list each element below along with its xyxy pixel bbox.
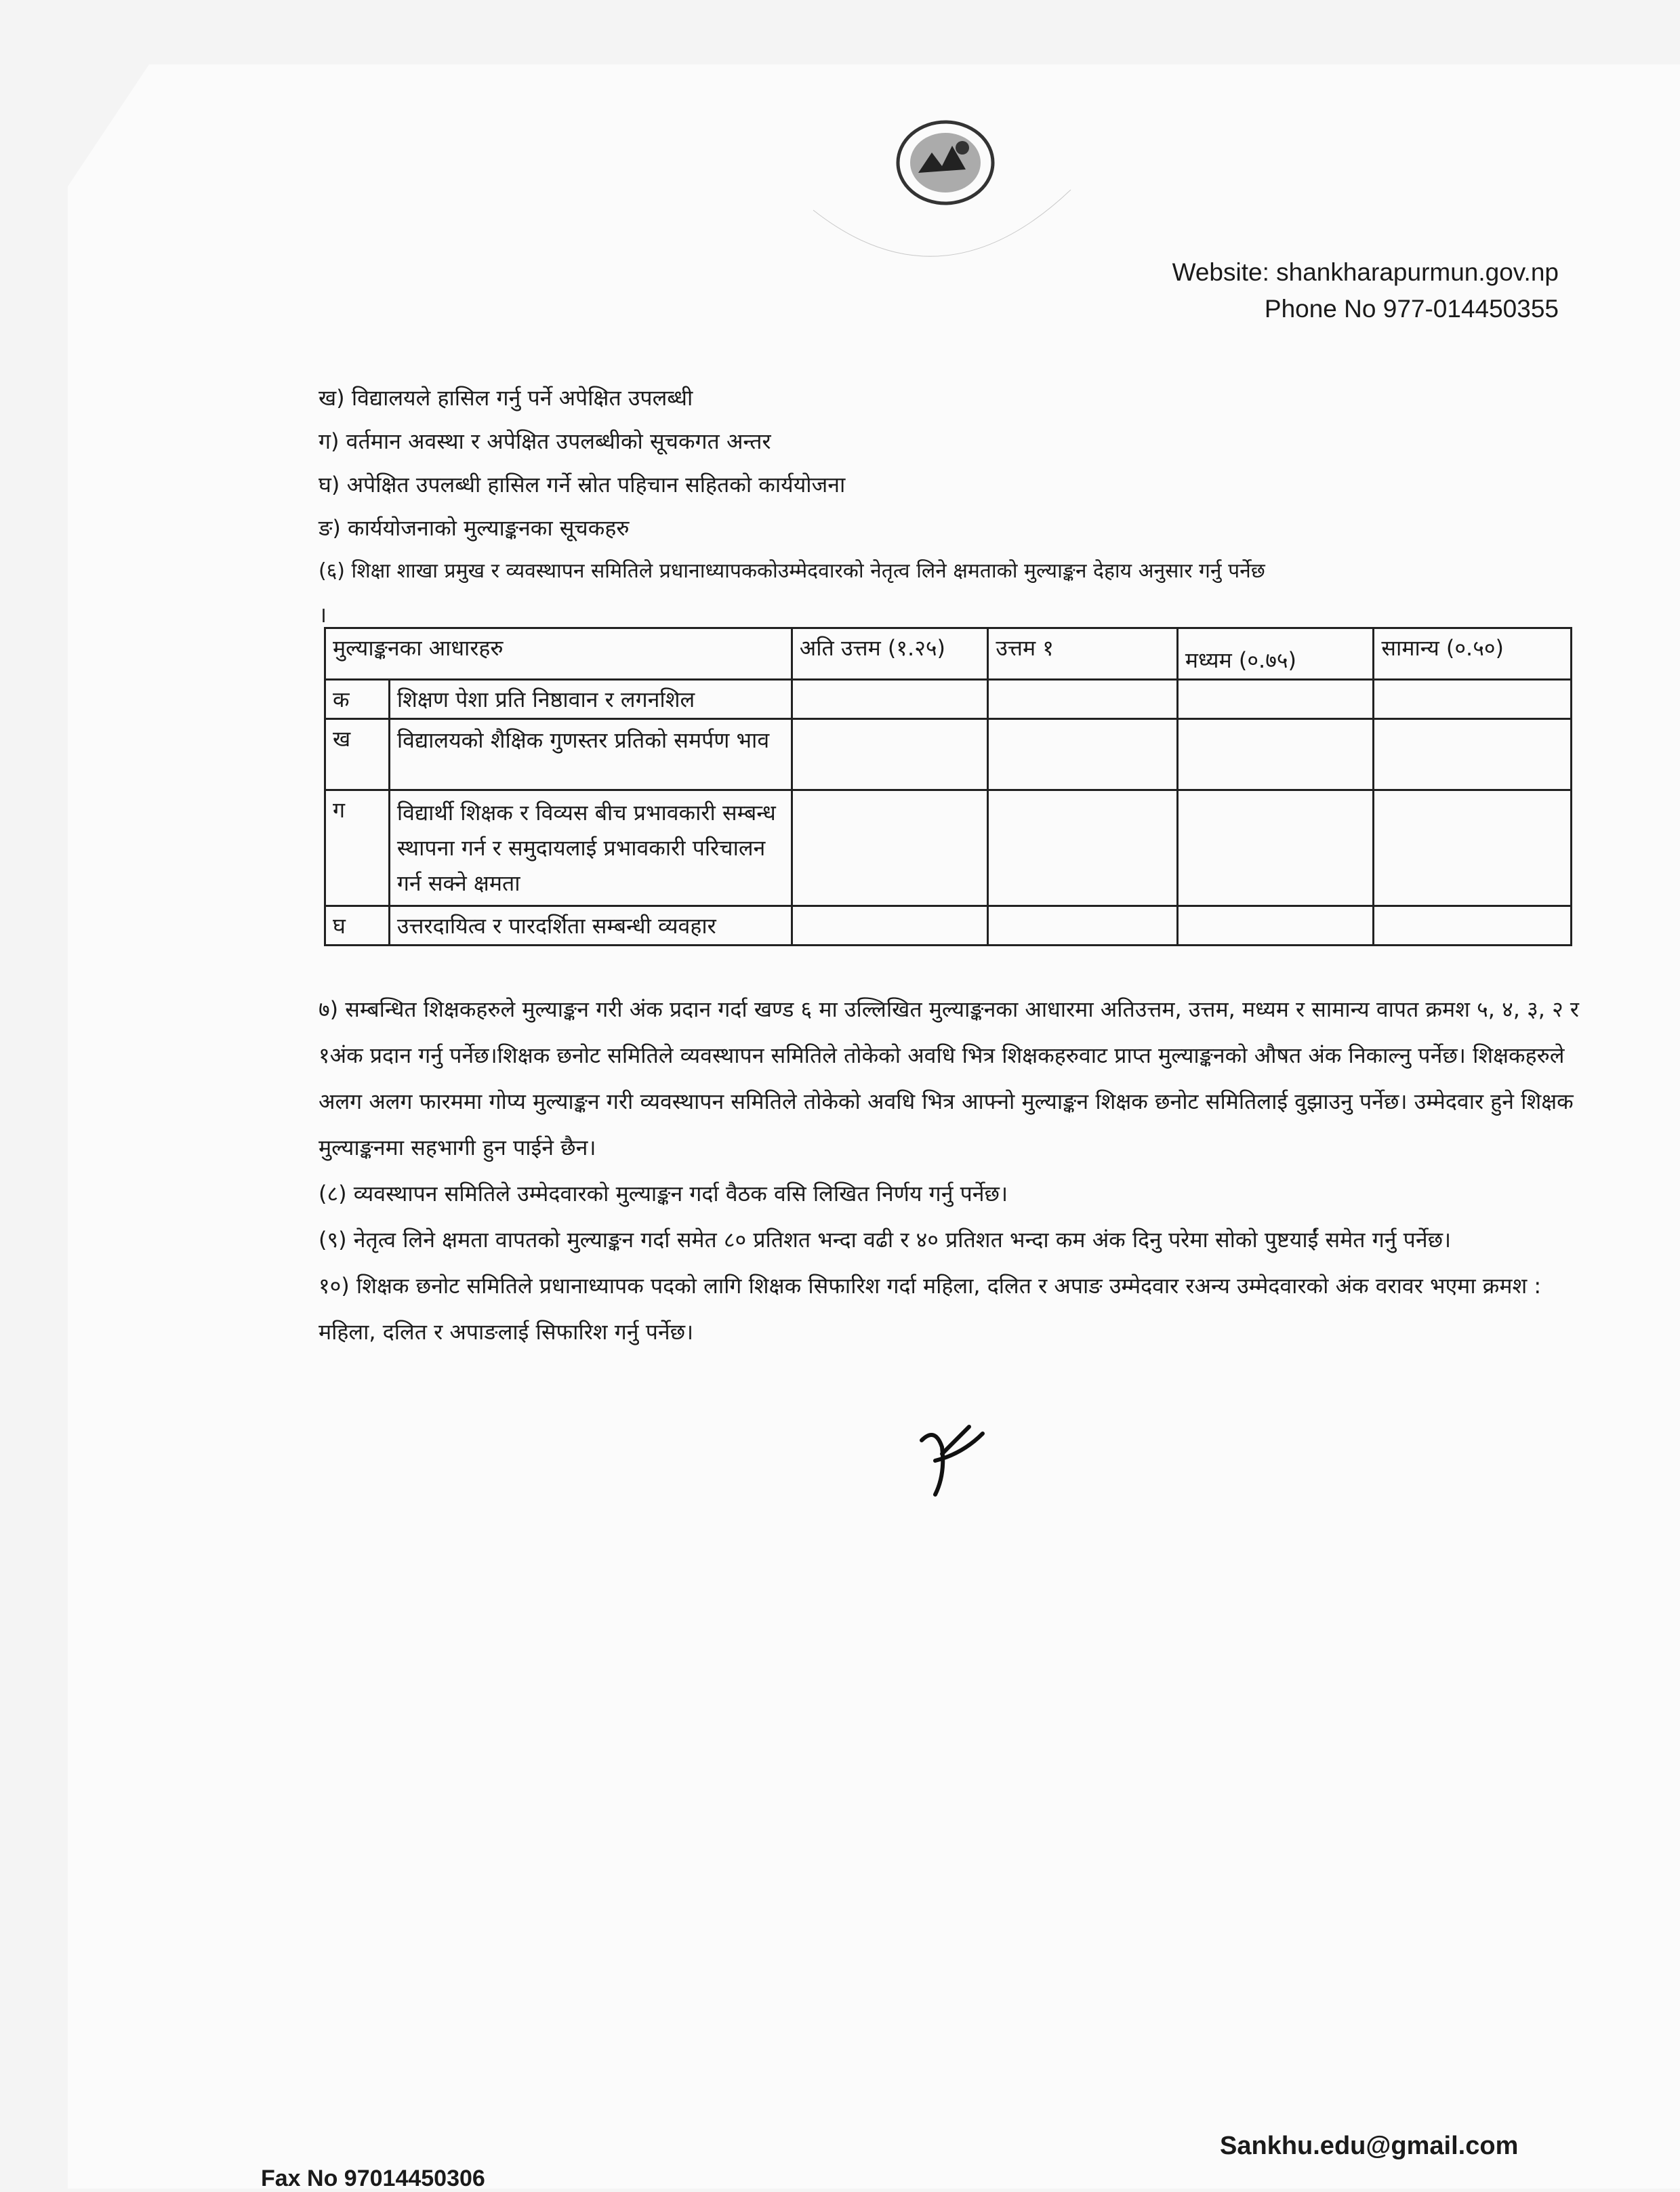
row-criterion: शिक्षण पेशा प्रति निष्ठावान र लगनशिल [389,680,792,719]
score-cell[interactable] [1177,790,1374,906]
row-criterion: विद्यार्थी शिक्षक र विव्यस बीच प्रभावकारी सम्बन्ध स्थापना गर्न र समुदायलाई प्रभावकारी परिचालन गर्न सक्ने क्षमता [389,790,792,906]
score-cell[interactable] [988,680,1178,719]
website-text: Website: shankharapurmun.gov.np [1172,258,1559,286]
evaluation-table [324,627,1572,946]
score-cell[interactable] [988,719,1178,790]
paragraph-9: (९) नेतृत्व लिने क्षमता वापतको मुल्याङ्कन गर्दा समेत ८० प्रतिशत भन्दा वढी र ४० प्रतिशत भन्दा कम अंक दिनु परेमा सोको पुष्टयाईं समेत गर्नु पर्नेछ। [319,1227,1452,1253]
table-row [325,680,1572,719]
table-header: मुल्याङ्कनका आधारहरु [325,628,792,680]
table-row [325,906,1572,946]
list-item: ङ) कार्ययोजनाको मुल्याङ्कनका सूचकहरु [319,515,630,541]
score-cell[interactable] [988,906,1178,946]
paragraph-10: १०) शिक्षक छनोट समितिले प्रधानाध्यापक पदको लागि शिक्षक सिफारिश गर्दा महिला, दलित र अपाङ उम्मेदवार रअन्य उम्मेदवारको अंक वरावर भएमा क्रमश : महिला, दलित र अपाङलाई सिफारिश गर्नु पर्नेछ। [319,1273,1542,1345]
table-header: मध्यम (०.७५) [1177,628,1374,680]
score-cell[interactable] [1177,906,1374,946]
score-cell[interactable] [1177,680,1374,719]
score-cell[interactable] [1177,719,1374,790]
row-criterion: उत्तरदायित्व र पारदर्शिता सम्बन्धी व्यवहार [389,906,792,946]
table-header: उत्तम १ [988,628,1178,680]
footer-fax: Fax No 97014450306 [261,2166,485,2191]
document-paragraphs [319,986,1593,1355]
row-criterion: विद्यालयको शैक्षिक गुणस्तर प्रतिको समर्पण भाव [389,719,792,790]
score-cell[interactable] [792,680,988,719]
phone-text: Phone No 977-014450355 [1264,295,1559,323]
paragraph-8: (८) व्यवस्थापन समितिले उम्मेदवारको मुल्याङ्कन गर्दा वैठक वसि लिखित निर्णय गर्नु पर्नेछ। [319,1181,1008,1206]
signature-icon [908,1413,1003,1508]
row-label: घ [325,906,390,946]
section-6-heading: (६) शिक्षा शाखा प्रमुख र व्यवस्थापन समितिले प्रधानाध्यापककोउम्मेदवारको नेतृत्व लिने क्षमताको मुल्याङ्कन देहाय अनुसार गर्नु पर्नेछ [319,559,1265,583]
table-header: अति उत्तम (१.२५) [792,628,988,680]
table-row [325,790,1572,906]
list-item: ग) वर्तमान अवस्था र अपेक्षित उपलब्धीको सूचकगत अन्तर [319,428,771,454]
score-cell[interactable] [792,790,988,906]
paragraph-7: ७) सम्बन्धित शिक्षकहरुले मुल्याङ्कन गरी अंक प्रदान गर्दा खण्ड ६ मा उल्लिखित मुल्याङ्कनका आधारमा अतिउत्तम, उत्तम, मध्यम र सामान्य वापत क्रमश ५, ४, ३, २ र १अंक प्रदान गर्नु पर्नेछ।शिक्षक छनोट समितिले व्यवस्थापन समितिले तोकेको अवधि भित्र शिक्षकहरुवाट प्राप्त मुल्याङ्कनको औषत अंक निकाल्नु पर्नेछ। शिक्षकहरुले अलग अलग फारममा गोप्य मुल्याङ्कन गरी व्यवस्थापन समितिले तोकेको अवधि भित्र आफ्नो मुल्याङ्कन शिक्षक छनोट समितिलाई वुझाउनु पर्नेछ। उम्मेदवार हुने शिक्षक मुल्याङ्कनमा सहभागी हुन पाईने छैन। [319,996,1579,1160]
row-label: क [325,680,390,719]
document-body [319,376,1579,636]
score-cell[interactable] [1374,790,1572,906]
score-cell[interactable] [1374,719,1572,790]
score-cell[interactable] [792,906,988,946]
table-row [325,719,1572,790]
score-cell[interactable] [988,790,1178,906]
list-item: घ) अपेक्षित उपलब्धी हासिल गर्ने स्रोत पहिचान सहितको कार्ययोजना [319,472,846,498]
score-cell[interactable] [1374,680,1572,719]
municipality-seal-icon [800,108,1084,332]
score-cell[interactable] [1374,906,1572,946]
table-header-row [325,628,1572,680]
footer-email: Sankhu.edu@gmail.com [1220,2132,1519,2160]
table-header: सामान्य (०.५०) [1374,628,1572,680]
header-contact [1125,254,1559,327]
section-6-terminator: । [319,602,327,628]
row-label: ग [325,790,390,906]
list-item: ख) विद्यालयले हासिल गर्नु पर्ने अपेक्षित उपलब्धी [319,385,693,411]
row-label: ख [325,719,390,790]
score-cell[interactable] [792,719,988,790]
